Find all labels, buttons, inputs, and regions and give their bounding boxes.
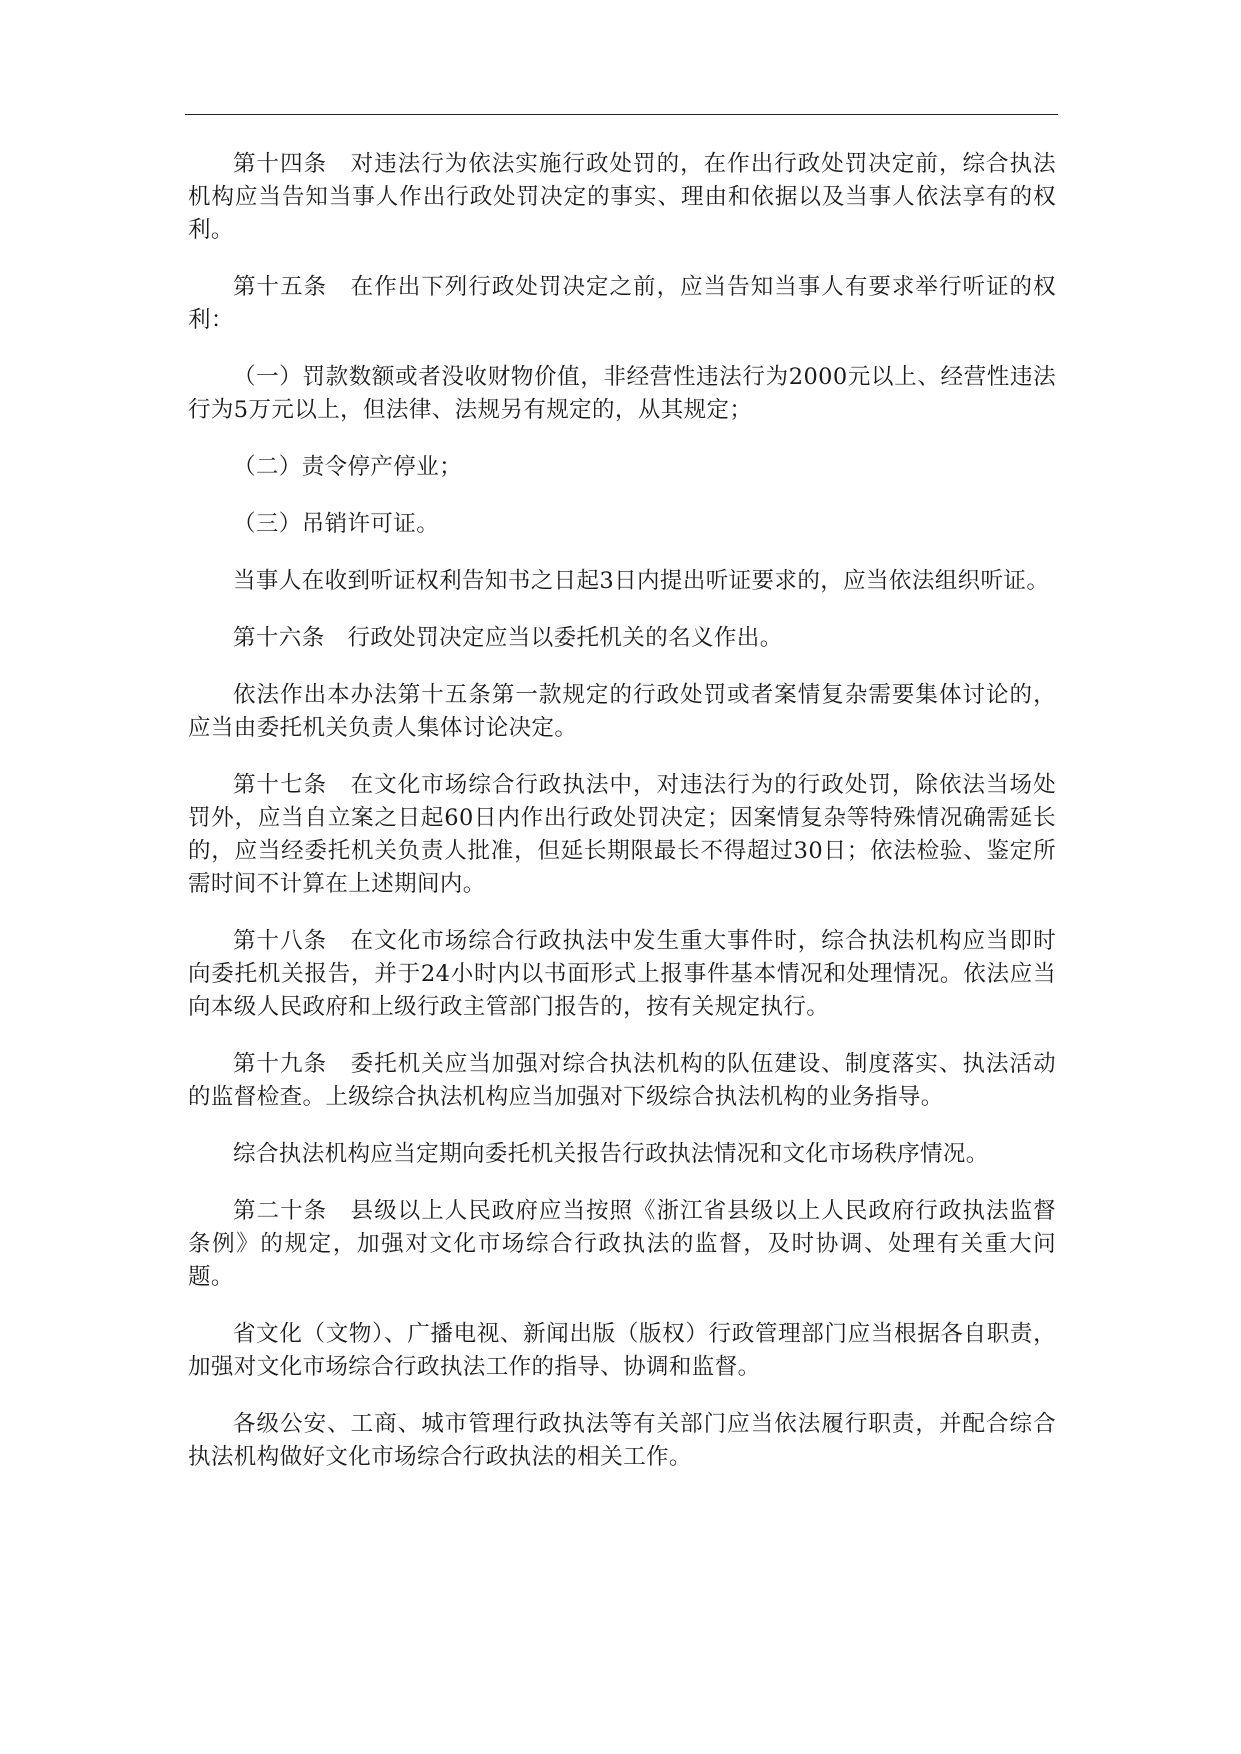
paragraph-periodic-report: 综合执法机构应当定期向委托机关报告行政执法情况和文化市场秩序情况。 <box>233 1141 989 1167</box>
paragraph-hearing-request: 当事人在收到听证权利告知书之日起3日内提出听证要求的，应当依法组织听证。 <box>233 568 1050 594</box>
paragraph-article-15-item-3: （三）吊销许可证。 <box>233 511 440 537</box>
paragraph-article-14: 第十四条 对违法行为依法实施行政处罚的，在作出行政处罚决定前，综合执法机构应当告知当事人作出行政处罚决定的事实、理由和依据以及当事人依法享有的权利。 <box>188 151 1056 243</box>
document-body <box>188 148 1056 1498</box>
paragraph-cooperating-departments: 各级公安、工商、城市管理行政执法等有关部门应当依法履行职责，并配合综合执法机构做好文化市场综合行政执法的相关工作。 <box>188 1411 1056 1470</box>
paragraph-article-17: 第十七条 在文化市场综合行政执法中，对违法行为的行政处罚，除依法当场处罚外，应当自立案之日起60日内作出行政处罚决定；因案情复杂等特殊情况确需延长的，应当经委托机关负责人批准，但延长期限最长不得超过30日；依法检验、鉴定所需时间不计算在上述期间内。 <box>188 772 1056 897</box>
paragraph-collective-discussion: 依法作出本办法第十五条第一款规定的行政处罚或者案情复杂需要集体讨论的，应当由委托机关负责人集体讨论决定。 <box>188 682 1056 741</box>
paragraph-article-18: 第十八条 在文化市场综合行政执法中发生重大事件时，综合执法机构应当即时向委托机关报告，并于24小时内以书面形式上报事件基本情况和处理情况。依法应当向本级人民政府和上级行政主管部门报告的，按有关规定执行。 <box>188 928 1056 1020</box>
paragraph-article-15-item-2: （二）责令停产停业； <box>233 454 463 480</box>
header-rule <box>185 114 1058 115</box>
paragraph-article-19: 第十九条 委托机关应当加强对综合执法机构的队伍建设、制度落实、执法活动的监督检查。上级综合执法机构应当加强对下级综合执法机构的业务指导。 <box>188 1051 1056 1110</box>
paragraph-article-20: 第二十条 县级以上人民政府应当按照《浙江省县级以上人民政府行政执法监督条例》的规定，加强对文化市场综合行政执法的监督，及时协调、处理有关重大问题。 <box>188 1198 1056 1290</box>
paragraph-provincial-departments: 省文化（文物）、广播电视、新闻出版（版权）行政管理部门应当根据各自职责，加强对文化市场综合行政执法工作的指导、协调和监督。 <box>188 1321 1056 1380</box>
paragraph-article-15: 第十五条 在作出下列行政处罚决定之前，应当告知当事人有要求举行听证的权利： <box>188 274 1056 333</box>
paragraph-article-15-item-1: （一）罚款数额或者没收财物价值，非经营性违法行为2000元以上、经营性违法行为5万元以上，但法律、法规另有规定的，从其规定； <box>188 364 1056 423</box>
paragraph-article-16: 第十六条 行政处罚决定应当以委托机关的名义作出。 <box>233 625 783 651</box>
